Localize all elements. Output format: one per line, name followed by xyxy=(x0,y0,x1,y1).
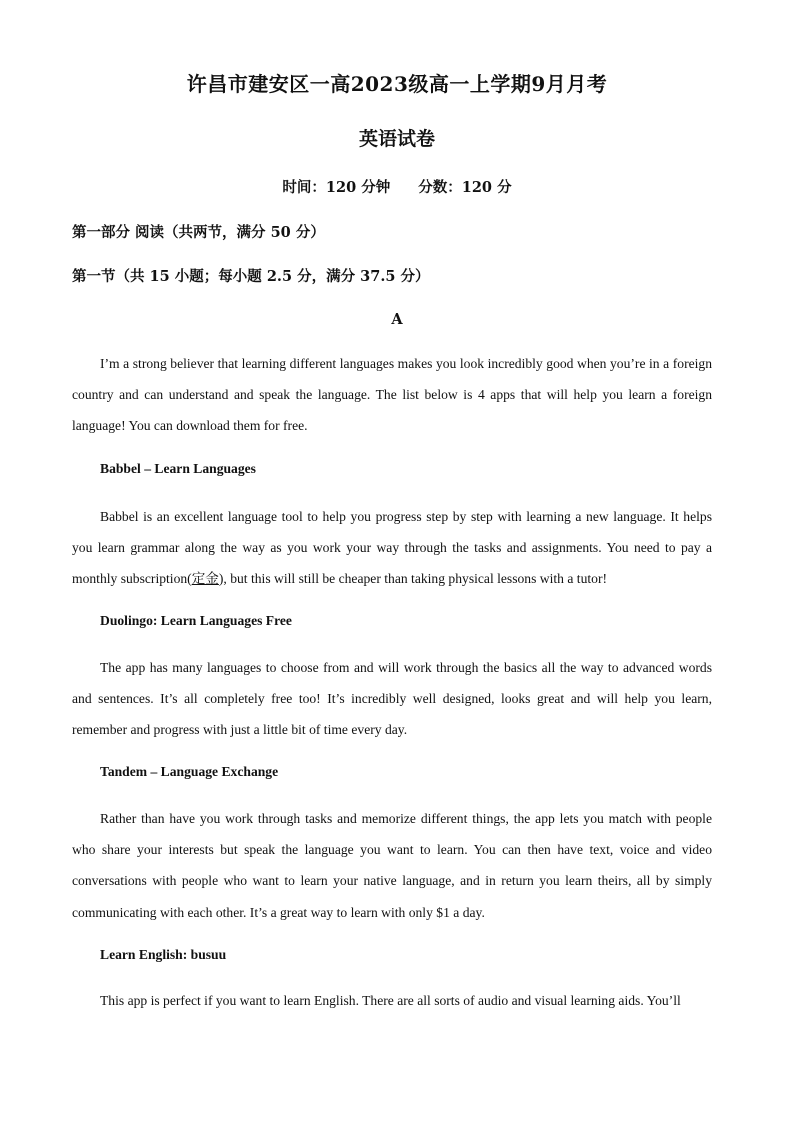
babbel-text-before: Babbel is an excellent language tool to help you progress step by step with learning a new language. It helps you learn grammar along the way as you work your way through the tasks and assignments. You need to pay a monthly subscription( xyxy=(72,509,712,587)
app-heading-babbel: Babbel – Learn Languages xyxy=(100,461,256,476)
passage-intro: I’m a strong believer that learning different languages makes you look incredibly good when you’re in a foreign country and can understand and speak the language. The list below is 4 apps that will help you learn a foreign language! You can download them for free. xyxy=(72,356,712,434)
app-text-duolingo: The app has many languages to choose from and will work through the basics all the way to advanced words and sentences. It’s all completely free too! It’s incredibly well designed, looks great and will help you learn, remember and progress with just a little bit of time every day. xyxy=(72,660,712,738)
exam-title: 许昌市建安区一高2023级高一上学期9月月考 xyxy=(186,72,608,96)
babbel-text-after: ), but this will still be cheaper than taking physical lessons with a tutor! xyxy=(218,571,607,587)
app-heading-tandem: Tandem – Language Exchange xyxy=(100,764,279,779)
part-heading: 第一部分 阅读（共两节，满分 50 分） xyxy=(72,224,325,241)
app-text-busuu: This app is perfect if you want to learn English. There are all sorts of audio and visual learning aids. You’ll xyxy=(100,993,681,1008)
chinese-gloss: 定金 xyxy=(191,571,219,587)
app-heading-busuu: Learn English: busuu xyxy=(100,947,227,962)
app-text-tandem: Rather than have you work through tasks and memorize different things, the app lets you match with people who share your interests but speak the language you want to learn. You can then have text, voice and video conversations with people who want to learn your native language, and in return you learn theirs, all by simply communicating with each other. It’s a great way to learn with only $1 a day. xyxy=(72,811,712,920)
app-heading-duolingo: Duolingo: Learn Languages Free xyxy=(100,613,292,628)
app-text-babbel xyxy=(72,501,712,595)
time-label: 时间：120 分钟 xyxy=(282,179,391,196)
subject-title: 英语试卷 xyxy=(358,128,435,150)
section-heading: 第一节（共 15 小题；每小题 2.5 分，满分 37.5 分） xyxy=(72,268,430,285)
passage-label: A xyxy=(391,311,403,328)
exam-info xyxy=(0,176,794,197)
score-label: 分数：120 分 xyxy=(418,179,512,196)
